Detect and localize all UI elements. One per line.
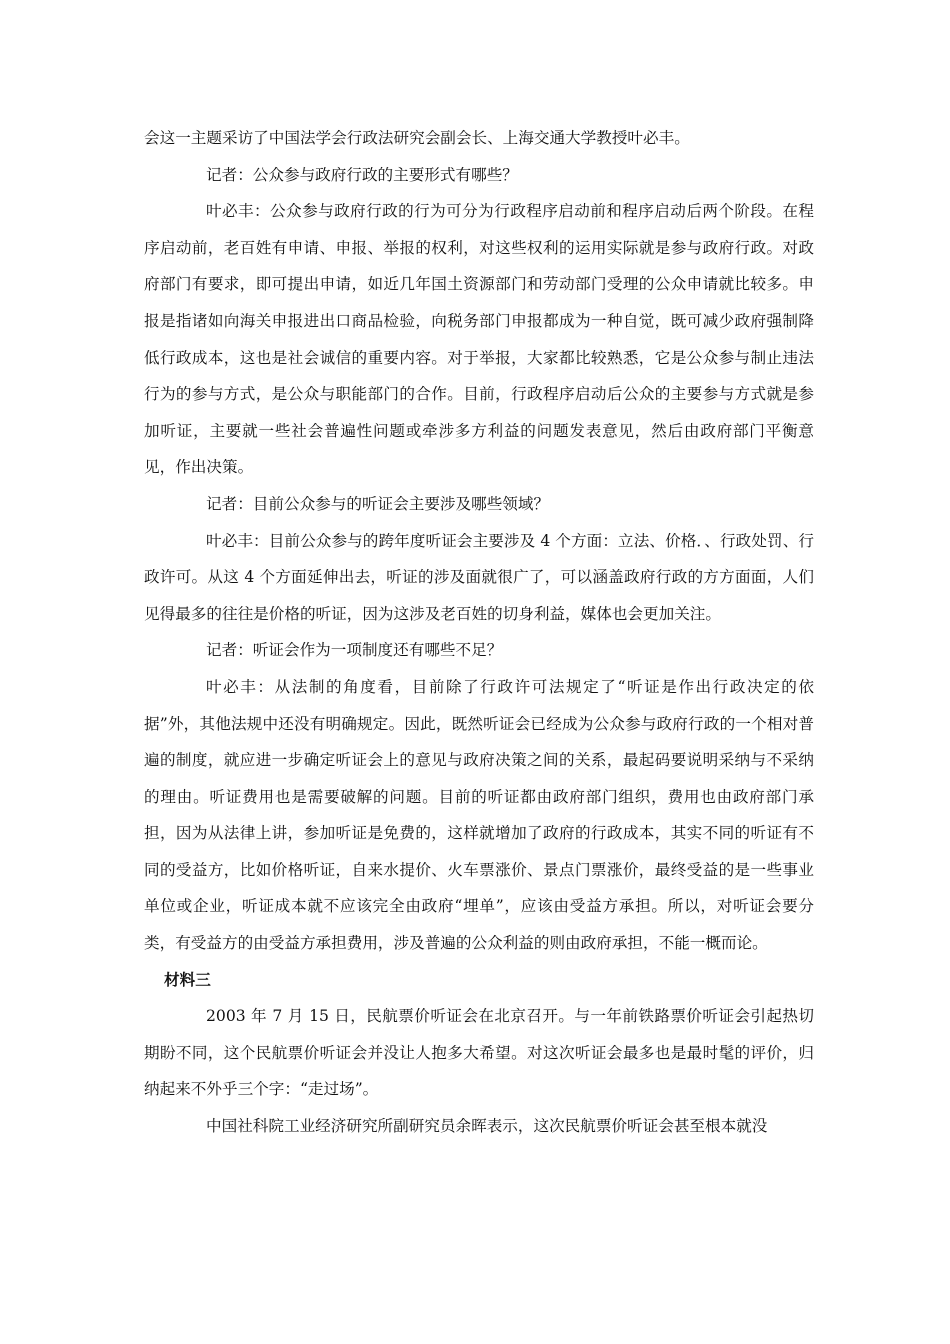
document-page <box>144 120 814 1145</box>
reporter-question-3: 记者：听证会作为一项制度还有哪些不足？ <box>206 641 503 660</box>
material-3-paragraph-2: 中国社科院工业经济研究所副研究员余晖表示，这次民航票价听证会甚至根本就没 <box>206 1117 768 1136</box>
intro-paragraph: 会这一主题采访了中国法学会行政法研究会副会长、上海交通大学教授叶必丰。 <box>144 129 690 147</box>
section-heading-material-3: 材料三 <box>164 970 211 989</box>
material-3-paragraph-1: 2003 年 7 月 15 日，民航票价听证会在北京召开。与一年前铁路票价听证会引起热切期盼不同，这个民航票价听证会并没让人抱多大希望。对这次听证会最多也是最时髦的评价，归纳起来不外乎三个字：“走过场”。 <box>144 1007 814 1099</box>
interviewee-answer-3: 叶必丰：从法制的角度看，目前除了行政许可法规定了“听证是作出行政决定的依据”外，其他法规中还没有明确规定。因此，既然听证会已经成为公众参与政府行政的一个相对普遍的制度，就应进一步确定听证会上的意见与政府决策之间的关系，最起码要说明采纳与不采纳的理由。听证费用也是需要破解的问题。目前的听证都由政府部门组织，费用也由政府部门承担，因为从法律上讲，参加听证是免费的，这样就增加了政府的行政成本，其实不同的听证有不同的受益方，比如价格听证，自来水提价、火车票涨价、景点门票涨价，最终受益的是一些事业单位或企业，听证成本就不应该完全由政府“埋单”，应该由受益方承担。所以，对听证会要分类，有受益方的由受益方承担费用，涉及普遍的公众利益的则由政府承担，不能一概而论。 <box>144 677 814 953</box>
reporter-question-2: 记者：目前公众参与的听证会主要涉及哪些领域？ <box>206 494 550 513</box>
interviewee-answer-1: 叶必丰：公众参与政府行政的行为可分为行政程序启动前和程序启动后两个阶段。在程序启动前，老百姓有申请、申报、举报的权利，对这些权利的运用实际就是参与政府行政。对政府部门有要求，即可提出申请，如近几年国土资源部门和劳动部门受理的公众申请就比较多。申报是指诸如向海关申报进出口商品检验，向税务部门申报都成为一种自觉，既可减少政府强制降低行政成本，这也是社会诚信的重要内容。对于举报，大家都比较熟悉，它是公众参与制止违法行为的参与方式，是公众与职能部门的合作。目前，行政程序启动后公众的主要参与方式就是参加听证，主要就一些社会普遍性问题或牵涉多方利益的问题发表意见，然后由政府部门平衡意见，作出决策。 <box>144 202 814 477</box>
interviewee-answer-2: 叶必丰：目前公众参与的跨年度听证会主要涉及 4 个方面：立法、价格．、行政处罚、行政许可。从这 4 个方面延伸出去，听证的涉及面就很广了，可以涵盖政府行政的方方面面，人们见得最多的往往是价格的听证，因为这涉及老百姓的切身利益，媒体也会更加关注。 <box>144 531 814 623</box>
reporter-question-1: 记者：公众参与政府行政的主要形式有哪些？ <box>206 165 518 184</box>
